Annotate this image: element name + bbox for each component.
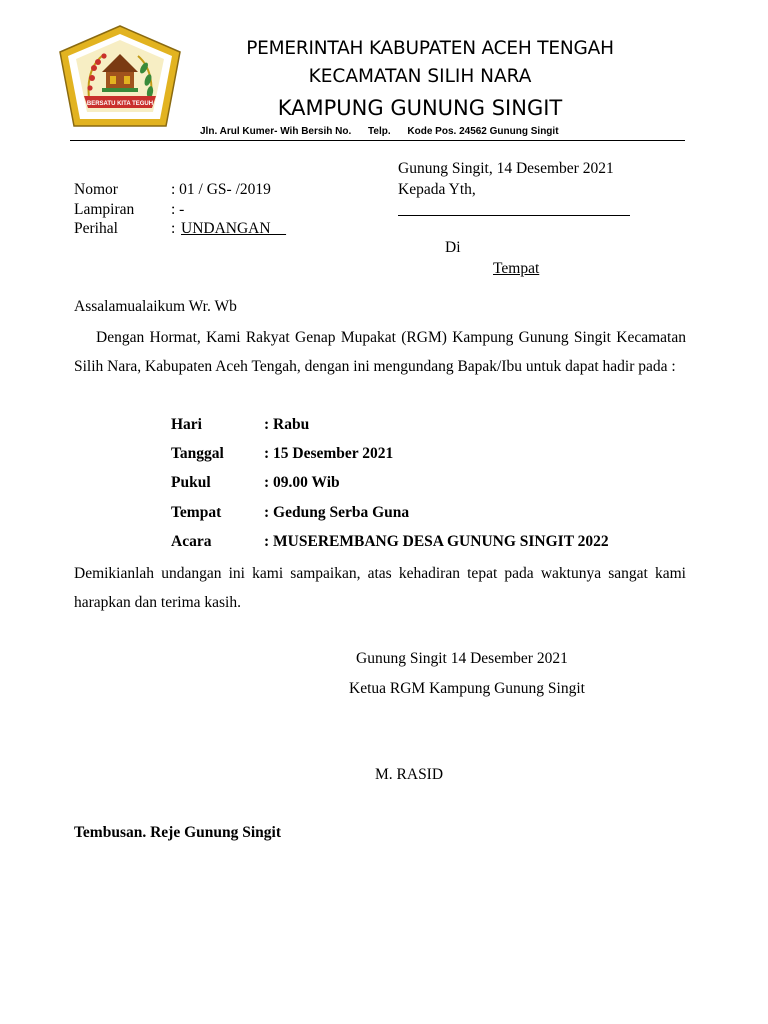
detail-acara-label: Acara (171, 533, 212, 550)
opening-text: Dengan Hormat, Kami Rakyat Genap Mupakat (RGM) Kampung Gunung Singit Kecamatan Silih Nara, Kabupaten Aceh Tengah, dengan ini mengundang Bapak/Ibu untuk dapat hadir pada : (74, 329, 686, 375)
detail-tempat-label: Tempat (171, 504, 222, 521)
detail-tempat-value: : Gedung Serba Guna (264, 504, 410, 521)
detail-hari-value: : Rabu (264, 416, 310, 433)
address-telp: Telp. (368, 126, 391, 137)
greeting: Assalamualaikum Wr. Wb (74, 298, 237, 315)
lampiran-value: : - (171, 201, 185, 218)
detail-pukul-value: : 09.00 Wib (264, 474, 340, 491)
signature-name: M. RASID (375, 766, 444, 783)
letterhead-address (200, 126, 573, 137)
closing-paragraph (74, 559, 686, 617)
recipient-to: Kepada Yth, (398, 181, 476, 198)
nomor-value: : 01 / GS- /2019 (171, 181, 271, 198)
recipient-tempat: Tempat (493, 260, 540, 277)
detail-tanggal-label: Tanggal (171, 445, 224, 462)
detail-acara-value: : MUSEREMBANG DESA GUNUNG SINGIT 2022 (264, 533, 609, 550)
opening-paragraph (74, 323, 686, 381)
detail-hari-label: Hari (171, 416, 202, 433)
letter-date: Gunung Singit, 14 Desember 2021 (398, 160, 614, 177)
recipient-blank-line (398, 215, 630, 216)
letterhead-line-2: KECAMATAN SILIH NARA (308, 66, 532, 87)
detail-pukul-label: Pukul (171, 474, 211, 491)
perihal-label: Perihal (74, 220, 118, 237)
nomor-label: Nomor (74, 181, 118, 198)
letterhead-line-3: KAMPUNG GUNUNG SINGIT (277, 96, 563, 120)
lampiran-label: Lampiran (74, 201, 135, 218)
closing-text: Demikianlah undangan ini kami sampaikan, atas kehadiran tepat pada waktunya sangat kami harapkan dan terima kasih. (74, 565, 686, 611)
detail-tanggal-value: : 15 Desember 2021 (264, 445, 394, 462)
perihal-value: UNDANGAN (181, 220, 287, 237)
logo-motto: BERSATU KITA TEGUH (86, 101, 154, 107)
letterhead-divider (70, 140, 685, 141)
signature-date: Gunung Singit 14 Desember 2021 (356, 650, 568, 667)
carbon-copy: Tembusan. Reje Gunung Singit (74, 824, 282, 841)
perihal-colon: : (171, 220, 176, 237)
address-postal: Kode Pos. 24562 Gunung Singit (407, 126, 559, 137)
letterhead-line-1: PEMERINTAH KABUPATEN ACEH TENGAH (246, 38, 614, 59)
recipient-di: Di (445, 239, 461, 256)
signature-title: Ketua RGM Kampung Gunung Singit (349, 680, 585, 697)
address-street: Jln. Arul Kumer- Wih Bersih No. (200, 126, 352, 137)
